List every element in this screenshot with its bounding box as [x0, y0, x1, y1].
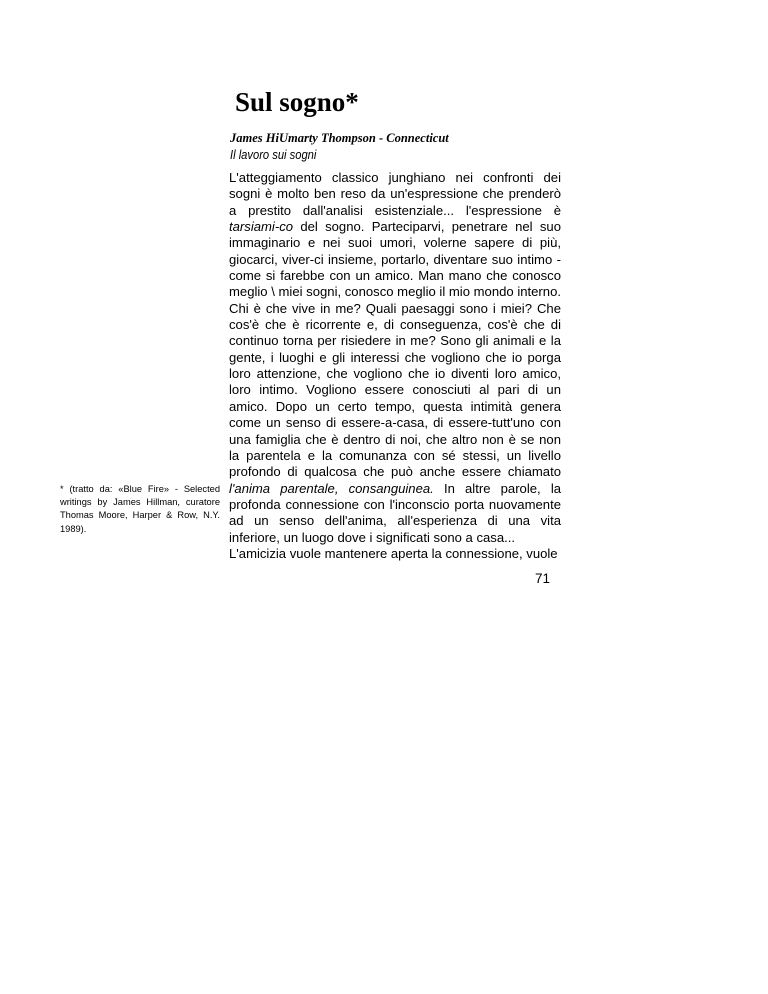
body-text: del sogno. Parteciparvi, penetrare nel suo immaginario e nei suoi umori, volerne sapere di più, giocarci, viver-ci insieme, portarlo, diventare suo intimo - come si farebbe con un amico. Man mano che conosco meglio \ miei sogni, conosco meglio il mio mondo interno. Chi è che vive in me? Quali paesaggi sono i miei? Che cos'è che è ricorrente e, di conseguenza, cos'è che di continuo torna per risiedere in me? Sono gli animali e la gente, i luoghi e gli interessi che vogliono che io porga loro attenzione, che vogliono che io diventi loro amico, loro intimo. Vogliono essere conosciuti al pari di un amico. Dopo un certo tempo, questa intimità genera come un senso di essere-a-casa, di essere-tutt'uno con una famiglia che è dentro di noi, che altro non è se non la parentela e la comunanza con sé stessi, un livello profondo di qualcosa che può anche essere chiamato [229, 219, 561, 480]
body-text: In altre parole, la profonda connessione con l'inconscio porta nuovamente ad un senso dell'anima, all'esperienza di una vita inferiore, un luogo dove i significati sono a casa... [229, 480, 562, 545]
page-number: 71 [535, 571, 551, 586]
emphasis-text: tarsiami-co [229, 219, 294, 235]
article-author: James HiUmarty Thompson - Connecticut [230, 131, 449, 145]
body-text: L'atteggiamento classico junghiano nei confronti dei sogni è molto ben reso da un'espressione che prenderò a prestito dall'analisi esistenziale... l'espressione è [229, 170, 561, 218]
emphasis-text: l'anima parentale, consanguinea. [229, 480, 434, 496]
footnote: * (tratto da: «Blue Fire» - Selected writings by James Hillman, curatore Thomas Moore, Harper & Row, N.Y. 1989). [60, 484, 220, 534]
article-title: Sul sogno* [235, 87, 359, 117]
article-body [229, 170, 561, 562]
article-subtitle: Il lavoro sui sogni [230, 147, 317, 162]
body-paragraph [229, 170, 561, 546]
body-paragraph: L'amicizia vuole mantenere aperta la connessione, vuole [229, 545, 558, 561]
